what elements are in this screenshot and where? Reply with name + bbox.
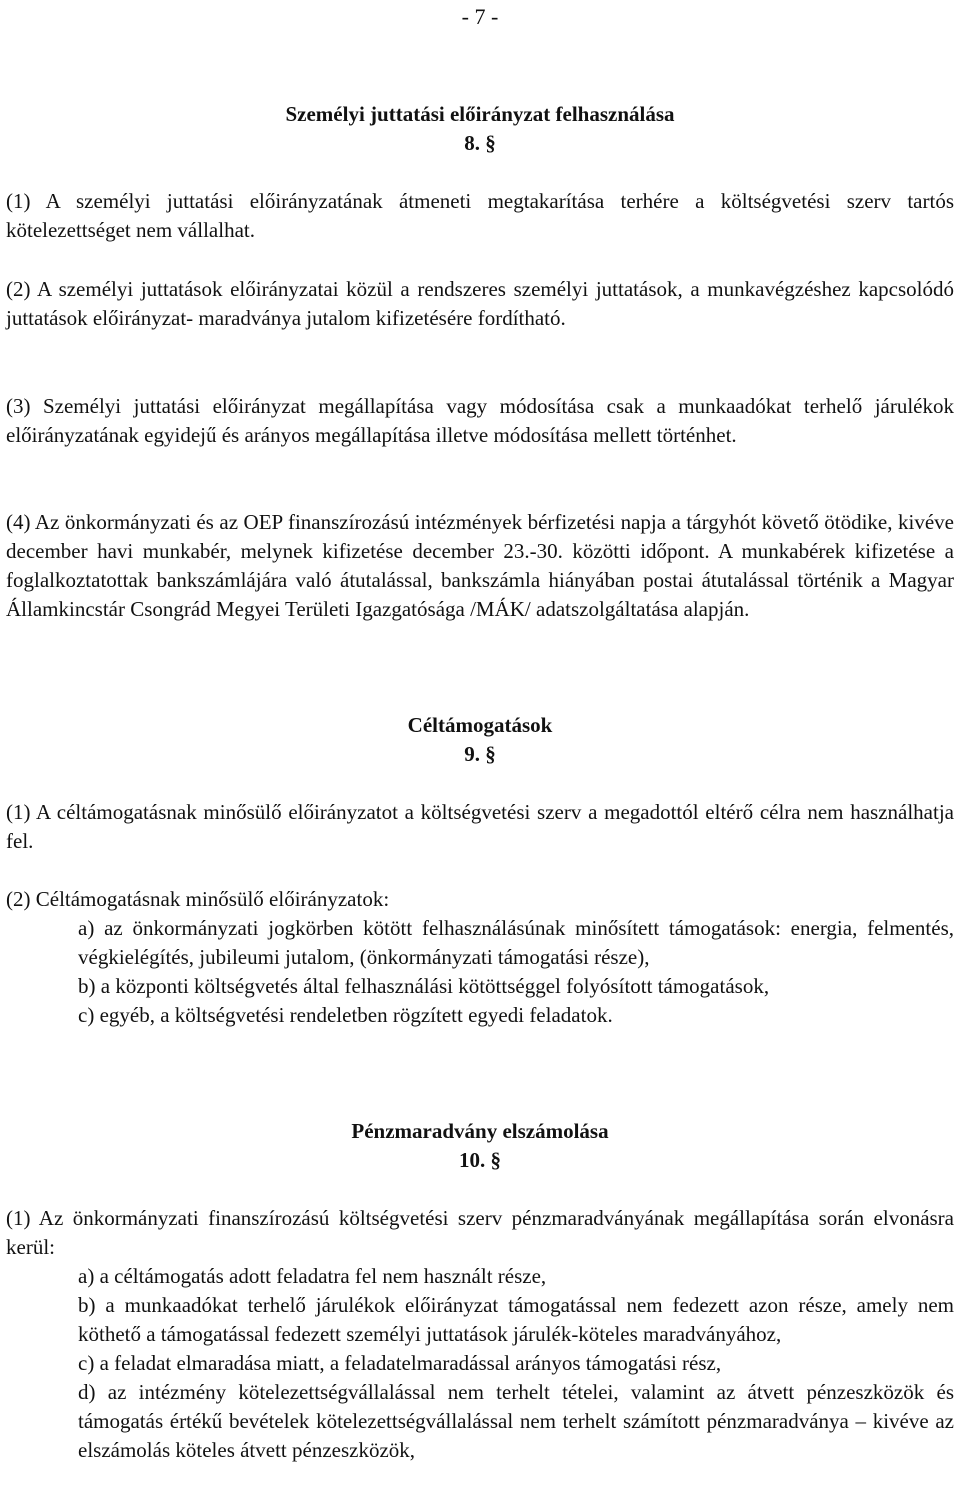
paragraph-intro: (1) Az önkormányzati finanszírozású költségvetési szerv pénzmaradványának megállapítása során elvonásra kerül: <box>6 1206 954 1259</box>
list-item: b) a munkaadókat terhelő járulékok előirányzat támogatással nem fedezett azon része, amely nem köthető a támogatással fedezett személyi juttatások járulék-köteles maradványához, <box>78 1293 954 1346</box>
paragraph: (3) Személyi juttatási előirányzat megállapítása vagy módosítása csak a munkaadókat terhelő járulékok előirányzatának egyidejű és arányos megállapítása illetve módosítása mellett történhet. <box>6 394 954 447</box>
section-8-title: Személyi juttatási előirányzat felhasználása <box>285 102 675 126</box>
list-item: c) egyéb, a költségvetési rendeletben rögzített egyedi feladatok. <box>78 1003 613 1027</box>
list-item: d) az intézmény kötelezettségvállalással nem terhelt tételei, valamint az átvett pénzeszközök és támogatás értékű bevételek kötelezettségvállalással nem terhelt számított pénzmaradványa – kivéve az elszámolás köteles átvett pénzeszközök, <box>78 1380 954 1462</box>
section-8-paragraph-1 <box>6 187 954 245</box>
section-10-title: Pénzmaradvány elszámolása <box>351 1119 609 1143</box>
section-9-title: Céltámogatások <box>407 713 553 737</box>
paragraph: (1) A céltámogatásnak minősülő előirányzatot a költségvetési szerv a megadottól eltérő célra nem használhatja fel. <box>6 800 954 853</box>
list-item: a) az önkormányzati jogkörben kötött felhasználásúnak minősített támogatások: energia, felmentés, végkielégítés, jubileumi jutalom, (önkormányzati támogatási része), <box>78 916 954 969</box>
paragraph: (2) A személyi juttatások előirányzatai közül a rendszeres személyi juttatások, a munkavégzéshez kapcsolódó juttatások előirányzat- maradványa jutalom kifizetésére fordítható. <box>6 277 954 330</box>
list-item: c) a feladat elmaradása miatt, a feladatelmaradással arányos támogatási rész, <box>78 1351 722 1375</box>
section-10-number: 10. § <box>459 1148 501 1172</box>
section-8-number: 8. § <box>464 131 496 155</box>
section-8 <box>6 100 954 158</box>
paragraph-intro: (2) Céltámogatásnak minősülő előirányzatok: <box>6 887 390 911</box>
paragraph: (4) Az önkormányzati és az OEP finanszírozású intézmények bérfizetési napja a tárgyhót követő ötödike, kivéve december havi munkabér, melynek kifizetése december 23.-30. közötti időpont. A munkabérek kifizetése a foglalkoztatottak bankszámlájára való átutalással, bankszámla hiányában postai átutalással történik a Magyar Államkincstár Csongrád Megyei Területi Igazgatósága /MÁK/ adatszolgáltatása alapján. <box>6 510 954 621</box>
section-10 <box>6 1117 954 1175</box>
section-9-number: 9. § <box>464 742 496 766</box>
section-8-paragraph-4 <box>6 508 954 624</box>
section-8-paragraph-2 <box>6 275 954 333</box>
section-10-paragraph-1 <box>6 1204 954 1465</box>
page-number: - 7 - <box>461 4 499 29</box>
section-9 <box>6 711 954 769</box>
section-9-paragraph-1 <box>6 798 954 856</box>
section-9-paragraph-2 <box>6 885 954 1030</box>
list-item: a) a céltámogatás adott feladatra fel nem használt része, <box>78 1264 547 1288</box>
section-8-paragraph-3 <box>6 392 954 450</box>
paragraph: (1) A személyi juttatási előirányzatának átmeneti megtakarítása terhére a költségvetési szerv tartós kötelezettséget nem vállalhat. <box>6 189 954 242</box>
list-item: b) a központi költségvetés által felhasználási kötöttséggel folyósított támogatások, <box>78 974 770 998</box>
